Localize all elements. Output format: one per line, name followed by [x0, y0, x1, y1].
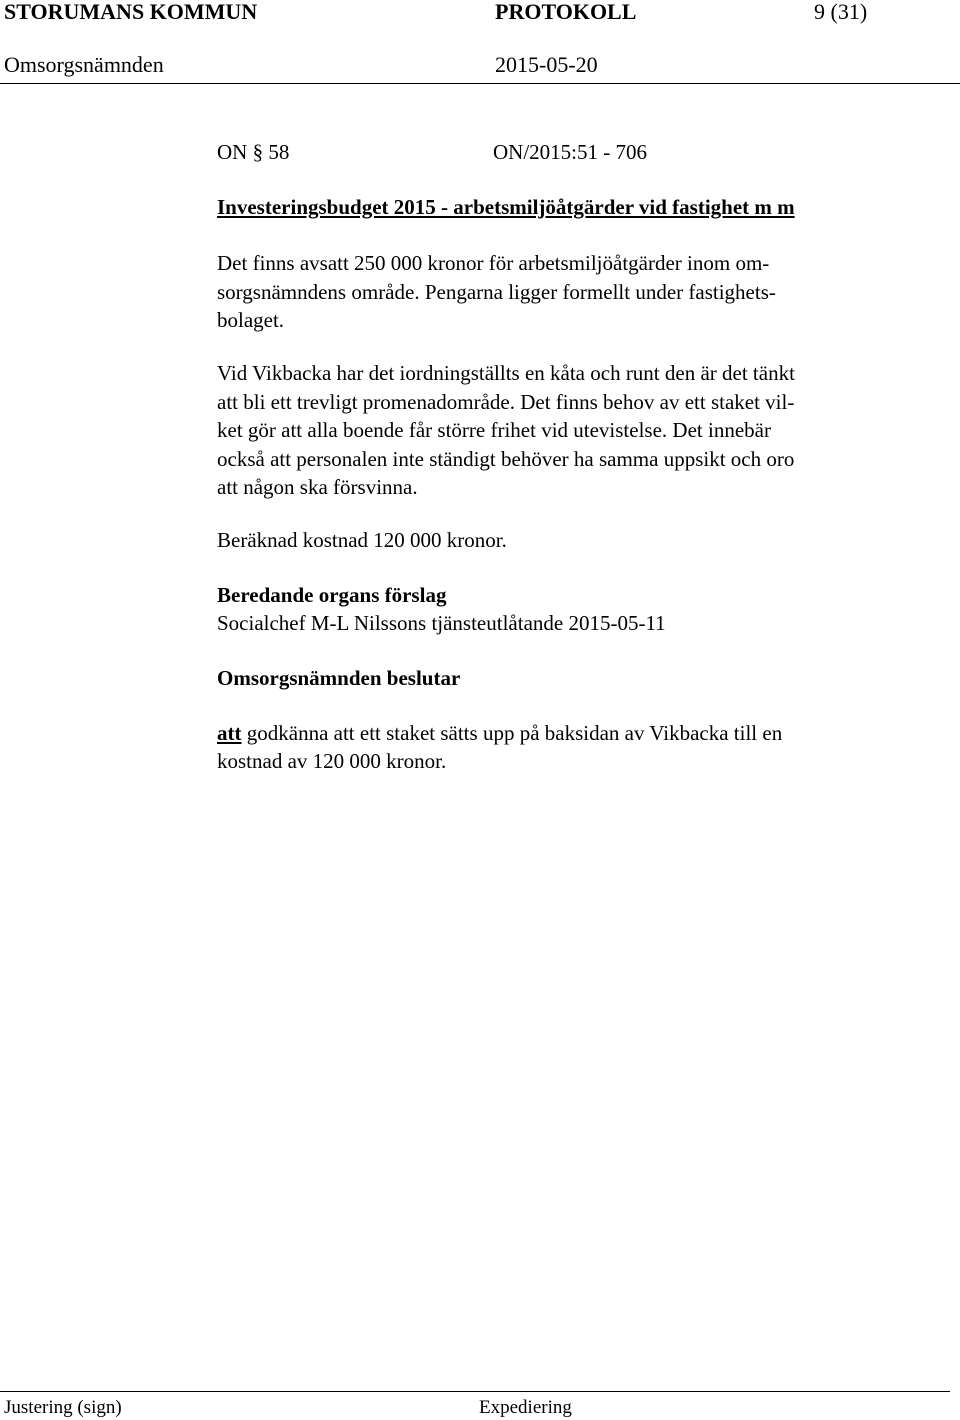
org-name: STORUMANS KOMMUN [4, 0, 258, 24]
text-line: sorgsnämndens område. Pengarna ligger formellt under fastighets- [217, 279, 776, 304]
decision-text: godkänna att ett staket sätts upp på baksidan av Vikbacka till en [241, 721, 783, 745]
decision-heading: Omsorgsnämnden beslutar [217, 666, 461, 690]
paragraph-vikbacka [217, 359, 887, 502]
text-line: att någon ska försvinna. [217, 475, 418, 499]
proposal-heading: Beredande organs förslag [217, 583, 447, 607]
decision-line-2: kostnad av 120 000 kronor. [217, 749, 447, 773]
diary-number: ON/2015:51 - 706 [493, 140, 647, 164]
footer-divider [0, 1391, 950, 1392]
paragraph-funding [217, 249, 887, 335]
justering-label: Justering (sign) [4, 1397, 122, 1418]
text-line: bolaget. [217, 308, 285, 332]
page-number: 9 (31) [814, 0, 868, 24]
estimated-cost: Beräknad kostnad 120 000 kronor. [217, 528, 507, 552]
doc-type: PROTOKOLL [495, 0, 637, 24]
case-number: ON § 58 [217, 140, 290, 164]
decision-line-1 [217, 719, 782, 748]
text-line: ket gör att alla boende får större frihet vid utevistelse. Det innebär [217, 418, 771, 442]
decision-keyword: att [217, 721, 242, 745]
text-line: Det finns avsatt 250 000 kronor för arbetsmiljöåtgärder inom om- [217, 251, 770, 275]
meeting-date: 2015-05-20 [495, 52, 598, 77]
text-line: Vid Vikbacka har det iordningställts en kåta och runt den är det tänkt [217, 361, 795, 385]
proposal-text: Socialchef M-L Nilssons tjänsteutlåtande 2015-05-11 [217, 611, 666, 635]
expediering-label: Expediering [479, 1397, 572, 1418]
text-line: att bli ett trevligt promenadområde. Det finns behov av ett staket vil- [217, 389, 795, 414]
text-line: också att personalen inte ständigt behöver ha samma uppsikt och oro [217, 446, 795, 471]
header-divider [0, 83, 960, 84]
committee-name: Omsorgsnämnden [4, 52, 164, 77]
case-title: Investeringsbudget 2015 - arbetsmiljöåtgärder vid fastighet m m [217, 195, 795, 219]
